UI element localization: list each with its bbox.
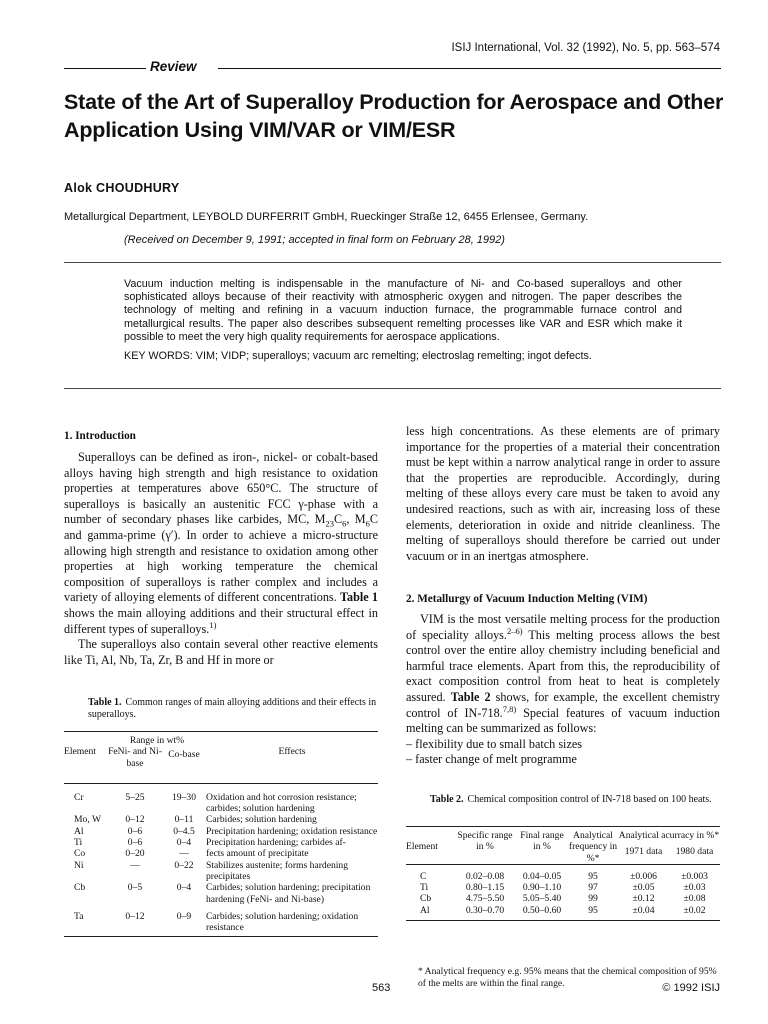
table2-head-accuracy: Analytical acurracy in %*	[618, 830, 720, 841]
table-row: Ti 0–6 0–4 Precipitation hardening; carbides af-	[74, 837, 346, 849]
section-heading-introduction: 1. Introduction	[64, 430, 136, 442]
table-row: Co 0–20 — fects amount of precipitate	[74, 848, 309, 860]
table2-head-1980: 1980 data	[675, 846, 714, 858]
left-column-text	[64, 450, 378, 668]
table-row: Cb 4.75–5.50 5.05–5.40 99 ±0.12 ±0.08	[420, 893, 706, 905]
vim-features-list	[406, 737, 720, 768]
intro-paragraph-1: Superalloys can be defined as iron-, nickel- or cobalt-based alloys having high strength and high resistance to oxidation properties at temperatures above 650°C. The structure of superalloys is basically an austenitic FCC γ-phase with a number of secondary phases like carbides, MC, $M_{23}C_6$, $M_6C$ and gamma-prime (γ′). In order to achieve a micro-structure allowing high strength and resistance to oxidation among other properties at high working temperature the chemical composition of superalloys is rather complex and includes a variety of alloying elements of different concentrations. Table 1 shows the main alloying additions and their structural effect in different types of superalloys.$^{1)}$	[64, 450, 379, 636]
header-rule-right	[218, 68, 721, 69]
table1	[64, 731, 378, 937]
intro-paragraph-2-continued: less high concentrations. As these elements are of primary importance for the properties of a material their concentration must be kept within a narrow analytical range in order to assure that the properties are reproducible. Accordingly, during melting of these alloys every care must be taken to avoid any undesired reactions, such as with air, increasing loss of these elements, deterioration in oxide and nitride cleanliness. The melting of superalloys should therefore be carried out under vacuum or in an inertgas atmosphere.	[406, 424, 720, 563]
vim-section-text	[406, 612, 720, 768]
table-row: C 0.02–0.08 0.04–0.05 95 ±0.006 ±0.003	[420, 870, 708, 882]
table1-head-feni: FeNi- and Ni-base	[108, 746, 162, 769]
keywords: KEY WORDS: VIM; VIDP; superalloys; vacuum arc remelting; electroslag remelting; ingot defects.	[124, 350, 592, 362]
table-row: Ni — 0–22 Stabilizes austenite; forms hardening precipitates	[74, 859, 349, 882]
table-row: Cb 0–5 0–4 Carbides; solution hardening; precipitation hardening (FeNi- and Ni-base)	[74, 882, 371, 905]
author-name: Alok CHOUDHURY	[64, 181, 180, 195]
abstract-rule-bottom	[64, 388, 721, 389]
table-row: Cr 5–25 19–30 Oxidation and hot corrosion resistance; carbides; solution hardening	[74, 791, 357, 815]
copyright-notice: © 1992 ISIJ	[662, 982, 720, 994]
page-number: 563	[372, 982, 391, 994]
vim-paragraph-1: VIM is the most versatile melting process for the production of speciality alloys.$^{2-6)}$ This melting process allows the best control over the entire alloy chemistry including beneficial and harmful trace elements. Apart from this, the reproducibility of exact composition control from heat to heat is completely assured. Table 2 shows, for example, the excellent chemistry control of IN-718.$^{7,8)}$ Special features of vacuum induction melting can be summarized as follows:	[406, 612, 721, 736]
right-column-text	[406, 424, 720, 564]
table2-reference: Table 2	[450, 689, 491, 704]
received-dates: (Received on December 9, 1991; accepted in final form on February 28, 1992)	[124, 234, 505, 246]
table1-caption: Table 1. Common ranges of main alloying additions and their effects in superalloys.	[88, 697, 377, 720]
table2	[406, 826, 720, 921]
table2-head-element: Element	[406, 841, 438, 852]
table-row: Ti 0.80–1.15 0.90–1.10 97 ±0.05 ±0.03	[420, 882, 706, 894]
table1-head-element: Element	[64, 746, 96, 757]
journal-citation: ISIJ International, Vol. 32 (1992), No. 5, pp. 563–574	[451, 42, 720, 54]
table2-head-specific: Specific range in %	[457, 830, 513, 853]
table1-head-range: Range in wt%	[129, 735, 185, 746]
table1-reference: Table 1	[339, 590, 379, 605]
table1-head-effects: Effects	[278, 746, 306, 757]
table2-footnote: * Analytical frequency e.g. 95% means that the chemical composition of 95% of the melts are within the final range.	[418, 966, 717, 989]
table2-head-final: Final range in %	[520, 830, 564, 853]
table-row: Ta 0–12 0–9 Carbides; solution hardening; oxidation resistance	[64, 905, 378, 937]
affiliation: Metallurgical Department, LEYBOLD DURFERRIT GmbH, Rueckinger Straße 12, 6455 Erlensee, Germany.	[64, 211, 589, 223]
intro-paragraph-2: The superalloys also contain several other reactive elements like Ti, Al, Nb, Ta, Zr, B and Hf in more or	[64, 637, 378, 667]
table-row: Mo, W 0–12 0–11 Carbides; solution hardening	[74, 814, 317, 826]
table2-caption: Table 2. Chemical composition control of IN-718 based on 100 heats.	[430, 794, 712, 805]
header-rule-left	[64, 68, 146, 69]
table2-head-frequency: Analytical frequency in %*	[568, 830, 618, 864]
article-title: State of the Art of Superalloy Production for Aerospace and Other Application Using VIM/VAR or VIM/ESR	[64, 90, 724, 142]
table-row: Al 0.30–0.70 0.50–0.60 95 ±0.04 ±0.02	[406, 905, 720, 921]
section-label: Review	[150, 59, 197, 74]
table1-head-co: Co-base	[168, 749, 200, 761]
section-heading-vim: 2. Metallurgy of Vacuum Induction Melting (VIM)	[406, 593, 648, 605]
list-item: – faster change of melt programme	[406, 752, 720, 768]
table-row: Al 0–6 0–4.5 Precipitation hardening; oxidation resistance	[74, 825, 378, 837]
list-item: – flexibility due to small batch sizes	[406, 737, 720, 753]
abstract-rule-top	[64, 262, 721, 263]
table2-head-1971: 1971 data	[624, 846, 663, 858]
abstract-text: Vacuum induction melting is indispensable in the manufacture of Ni- and Co-based superalloys and other sophisticated alloys because of their reactivity with atmospheric oxygen and nitrogen. The paper describes the technology of melting and refining in a vacuum induction furnace, the programmable furnace control and metallurgical results. The paper also describes subsequent remelting processes like VAR and ESR which make it possible to meet the very high quality requirements for aerospace applications.	[124, 278, 682, 343]
